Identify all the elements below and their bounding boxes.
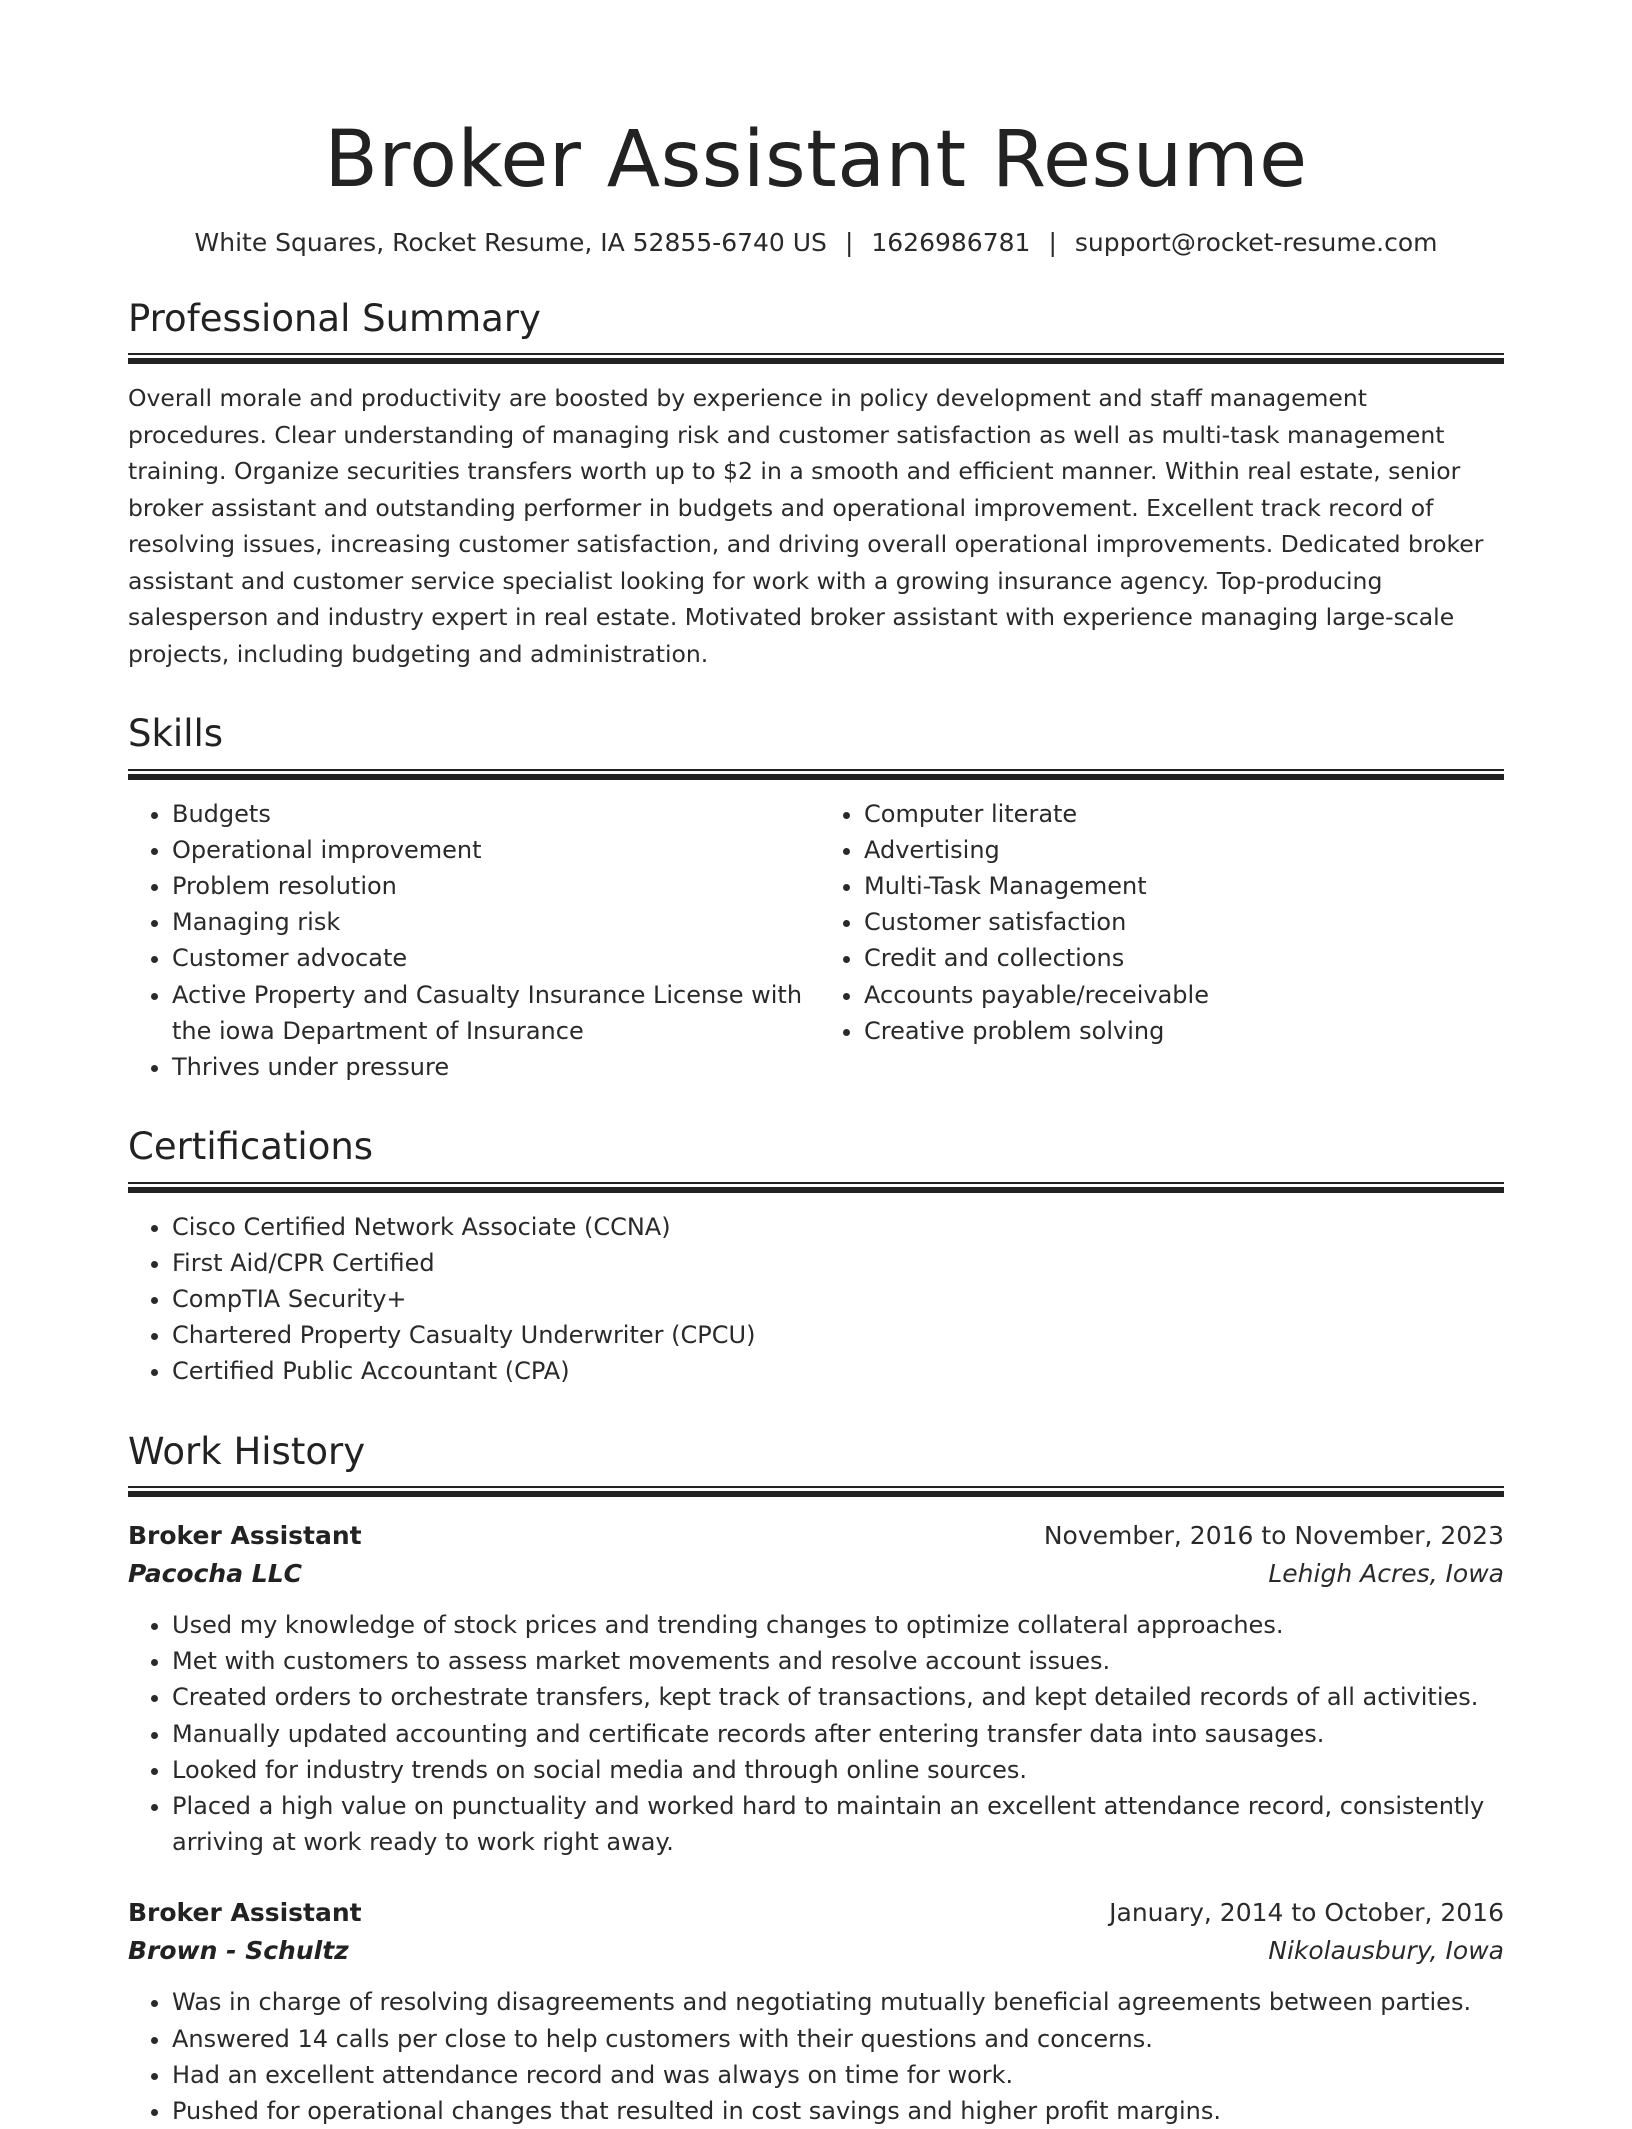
skills-heading: Skills xyxy=(128,712,224,756)
job-duty: • Had an excellent attendance record and was always on time for work. xyxy=(172,2057,1504,2093)
contact-email: support@rocket-resume.com xyxy=(1074,227,1438,257)
job-duty: • Met with customers to assess market movements and resolve account issues. xyxy=(172,1643,1504,1679)
summary-heading: Professional Summary xyxy=(128,296,541,340)
job-duty: • Placed a high value on punctuality and worked hard to maintain an excellent attendance record, consistently arriving at work ready to work right away. xyxy=(172,1788,1504,1860)
skill-item: • Managing risk xyxy=(172,904,816,940)
job-location: Nikolausbury, Iowa xyxy=(1268,1936,1504,1966)
skill-item: • Problem resolution xyxy=(172,868,816,904)
section-divider xyxy=(128,1182,1504,1193)
skill-item: • Multi-Task Management xyxy=(864,868,1504,904)
certification-item: • Chartered Property Casualty Underwriter (CPCU) xyxy=(172,1317,1504,1353)
skill-item: • Creative problem solving xyxy=(864,1013,1504,1049)
job-entry xyxy=(128,1894,1504,2129)
job-duty: • Looked for industry trends on social media and through online sources. xyxy=(172,1752,1504,1788)
job-company-row xyxy=(128,1932,1504,1970)
job-duty: • Pushed for operational changes that resulted in cost savings and higher profit margins. xyxy=(172,2093,1504,2129)
skill-item: • Accounts payable/receivable xyxy=(864,977,1504,1013)
summary-section-header xyxy=(128,297,1504,364)
skill-item: • Computer literate xyxy=(864,796,1504,832)
job-location: Lehigh Acres, Iowa xyxy=(1268,1559,1504,1588)
contact-phone: 1626986781 xyxy=(871,227,1031,257)
resume-page xyxy=(128,0,1504,2129)
section-divider xyxy=(128,353,1504,364)
skills-grid xyxy=(128,796,1504,1086)
job-title: Broker Assistant xyxy=(128,1898,362,1928)
certifications-section-header xyxy=(128,1125,1504,1192)
certification-item: • Certified Public Accountant (CPA) xyxy=(172,1353,1504,1389)
job-duties-list xyxy=(128,1984,1504,2129)
certifications-list xyxy=(128,1209,1504,1390)
job-dates: January, 2014 to October, 2016 xyxy=(1109,1898,1504,1928)
skill-item: • Customer advocate xyxy=(172,940,816,976)
skill-item: • Advertising xyxy=(864,832,1504,868)
job-duty: • Used my knowledge of stock prices and trending changes to optimize collateral approaches. xyxy=(172,1607,1504,1643)
skills-section-header xyxy=(128,712,1504,779)
job-duty: • Created orders to orchestrate transfers, kept track of transactions, and kept detailed records of all activities. xyxy=(172,1679,1504,1715)
job-duty: • Was in charge of resolving disagreements and negotiating mutually beneficial agreements between parties. xyxy=(172,1984,1504,2020)
job-duty: • Answered 14 calls per close to help customers with their questions and concerns. xyxy=(172,2021,1504,2057)
skills-list-left xyxy=(128,796,816,1086)
contact-address: White Squares, Rocket Resume, IA 52855-6740 US xyxy=(194,227,827,257)
contact-line xyxy=(128,228,1504,257)
job-company: Pacocha LLC xyxy=(128,1559,302,1588)
job-title-row xyxy=(128,1517,1504,1555)
job-company: Brown - Schultz xyxy=(128,1936,349,1966)
job-title-row xyxy=(128,1894,1504,1932)
certification-item: • First Aid/CPR Certified xyxy=(172,1245,1504,1281)
certification-item: • Cisco Certified Network Associate (CCNA) xyxy=(172,1209,1504,1245)
job-dates: November, 2016 to November, 2023 xyxy=(1043,1521,1504,1550)
section-divider xyxy=(128,1486,1504,1497)
job-entry xyxy=(128,1517,1504,1860)
job-title: Broker Assistant xyxy=(128,1521,362,1550)
skill-item: • Credit and collections xyxy=(864,940,1504,976)
skill-item: • Thrives under pressure xyxy=(172,1049,816,1085)
skills-list-right xyxy=(816,796,1504,1086)
job-duties-list xyxy=(128,1607,1504,1860)
certification-item: • CompTIA Security+ xyxy=(172,1281,1504,1317)
skill-item: • Operational improvement xyxy=(172,832,816,868)
summary-text: Overall morale and productivity are boosted by experience in policy development and staff management procedures. Clear understanding of managing risk and customer satisfaction as well as multi-task management training. Organize securities transfers worth up to $2 in a smooth and efficient manner. Within real estate, senior broker assistant and outstanding performer in budgets and operational improvement. Excellent track record of resolving issues, increasing customer satisfaction, and driving overall operational improvements. Dedicated broker assistant and customer service specialist looking for work with a growing insurance agency. Top-producing salesperson and industry expert in real estate. Motivated broker assistant with experience managing large-scale projects, including budgeting and administration. xyxy=(128,384,1484,668)
work-heading: Work History xyxy=(128,1429,366,1473)
resume-title: Broker Assistant Resume xyxy=(324,115,1308,205)
section-divider xyxy=(128,769,1504,780)
certifications-heading: Certifications xyxy=(128,1125,374,1169)
skill-item: • Budgets xyxy=(172,796,816,832)
contact-separator: | xyxy=(844,227,854,257)
skill-item: • Customer satisfaction xyxy=(864,904,1504,940)
job-duty: • Manually updated accounting and certificate records after entering transfer data into sausages. xyxy=(172,1716,1504,1752)
contact-separator: | xyxy=(1048,227,1057,257)
job-company-row xyxy=(128,1555,1504,1593)
skill-item: • Active Property and Casualty Insurance License with the iowa Department of Insurance xyxy=(172,977,816,1049)
work-section-header xyxy=(128,1430,1504,1497)
